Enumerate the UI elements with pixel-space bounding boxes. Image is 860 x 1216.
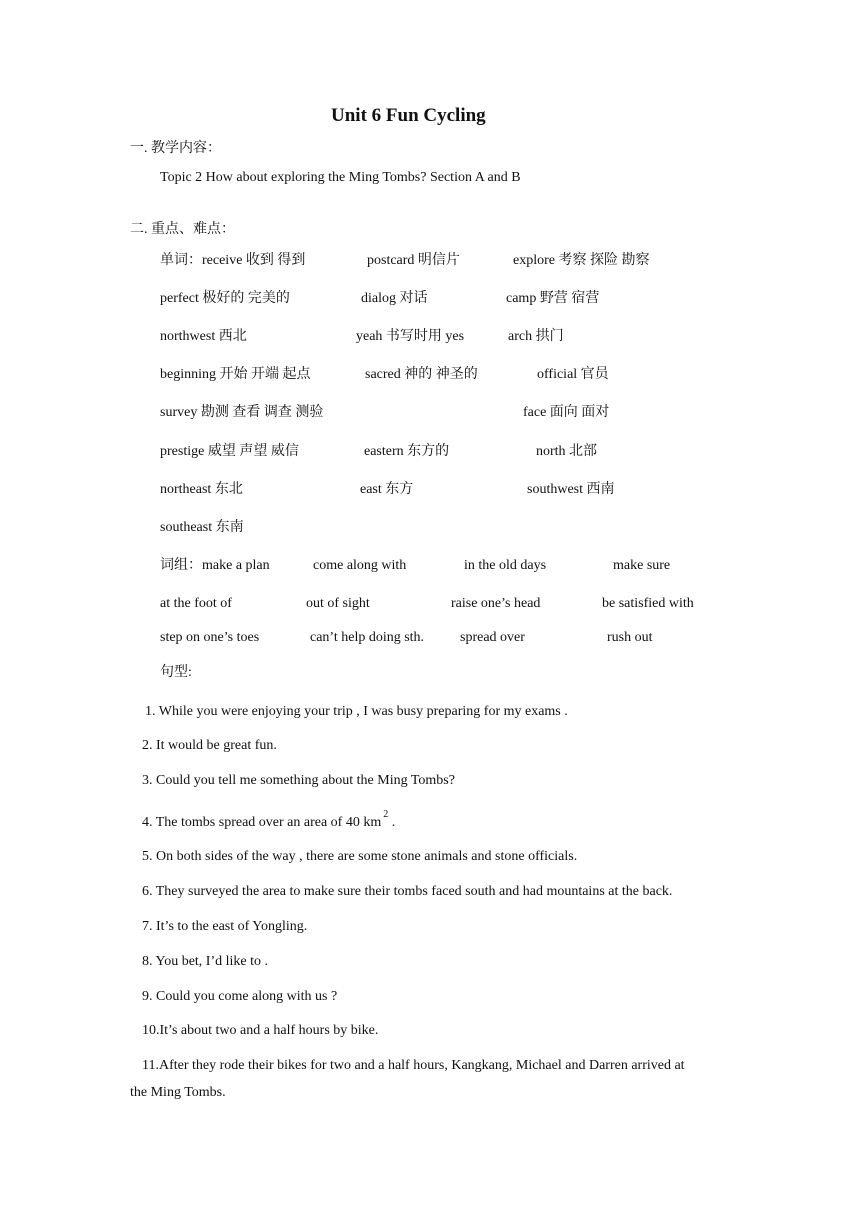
sentence-item: 1. While you were enjoying your trip , I was busy preparing for my exams . bbox=[145, 704, 568, 719]
sentence-item: the Ming Tombs. bbox=[130, 1085, 226, 1100]
vocab-item: arch 拱门 bbox=[508, 329, 564, 344]
vocab-item: survey 勘测 查看 调查 测验 bbox=[160, 405, 324, 420]
phrase-item: at the foot of bbox=[160, 596, 232, 611]
sentence-item: 2. It would be great fun. bbox=[142, 738, 277, 753]
superscript: 2 bbox=[383, 809, 389, 820]
phrase-item: step on one’s toes bbox=[160, 630, 260, 645]
phrase-item: raise one’s head bbox=[451, 596, 541, 611]
vocab-item: official 官员 bbox=[537, 367, 609, 382]
sentence-item: 3. Could you tell me something about the Ming Tombs? bbox=[142, 773, 455, 788]
phrase-item: come along with bbox=[313, 558, 407, 573]
vocab-item: explore 考察 探险 勘察 bbox=[513, 253, 650, 268]
vocab-item: southeast 东南 bbox=[160, 520, 244, 535]
vocab-item: postcard 明信片 bbox=[367, 253, 460, 268]
vocab-item: northeast 东北 bbox=[160, 482, 243, 497]
vocab-item: yeah 书写时用 yes bbox=[356, 329, 465, 344]
sentence-item: 5. On both sides of the way , there are some stone animals and stone officials. bbox=[142, 849, 578, 864]
sentence-text: 4. The tombs spread over an area of 40 km bbox=[142, 815, 382, 830]
vocab-item: beginning 开始 开端 起点 bbox=[160, 367, 311, 382]
section2-heading: 二. 重点、难点： bbox=[130, 222, 235, 237]
phrase-item: spread over bbox=[460, 630, 525, 645]
phrase-item: out of sight bbox=[306, 596, 370, 611]
sentence-heading: 句型: bbox=[160, 665, 192, 680]
sentence-item: 8. You bet, I’d like to . bbox=[142, 954, 268, 969]
vocab-item: face 面向 面对 bbox=[523, 405, 610, 420]
vocab-item: southwest 西南 bbox=[527, 482, 615, 497]
vocab-item: east 东方 bbox=[360, 482, 414, 497]
sentence-item: 9. Could you come along with us ? bbox=[142, 989, 338, 1004]
sentence-item bbox=[142, 809, 396, 833]
sentence-item: 7. It’s to the east of Yongling. bbox=[142, 919, 308, 934]
section1-heading: 一. 教学内容： bbox=[130, 141, 221, 156]
page-title: Unit 6 Fun Cycling bbox=[331, 105, 486, 126]
vocab-item: northwest 西北 bbox=[160, 329, 247, 344]
vocab-item: perfect 极好的 完美的 bbox=[160, 291, 290, 306]
vocab-item: eastern 东方的 bbox=[364, 444, 450, 459]
vocab-item: north 北部 bbox=[536, 444, 598, 459]
vocab-item: prestige 威望 声望 威信 bbox=[160, 444, 299, 459]
sentence-item: 6. They surveyed the area to make sure their tombs faced south and had mountains at the back. bbox=[142, 884, 673, 899]
phrase-item: be satisfied with bbox=[602, 596, 694, 611]
phrase-item: make sure bbox=[613, 558, 671, 573]
vocab-item: dialog 对话 bbox=[361, 291, 428, 306]
sentence-item: 10.It’s about two and a half hours by bike. bbox=[142, 1023, 379, 1038]
sentence-end: . bbox=[388, 815, 396, 830]
phrase-item: rush out bbox=[607, 630, 653, 645]
sentence-item: 11.After they rode their bikes for two and a half hours, Kangkang, Michael and Darren arrived at bbox=[142, 1058, 685, 1073]
vocab-item: 单词：receive 收到 得到 bbox=[160, 253, 306, 268]
section1-topic: Topic 2 How about exploring the Ming Tombs? Section A and B bbox=[160, 170, 521, 185]
vocab-item: sacred 神的 神圣的 bbox=[365, 367, 478, 382]
vocab-item: camp 野营 宿营 bbox=[506, 291, 600, 306]
phrase-item: can’t help doing sth. bbox=[310, 630, 425, 645]
phrase-item: 词组：make a plan bbox=[160, 558, 270, 573]
phrase-item: in the old days bbox=[464, 558, 547, 573]
